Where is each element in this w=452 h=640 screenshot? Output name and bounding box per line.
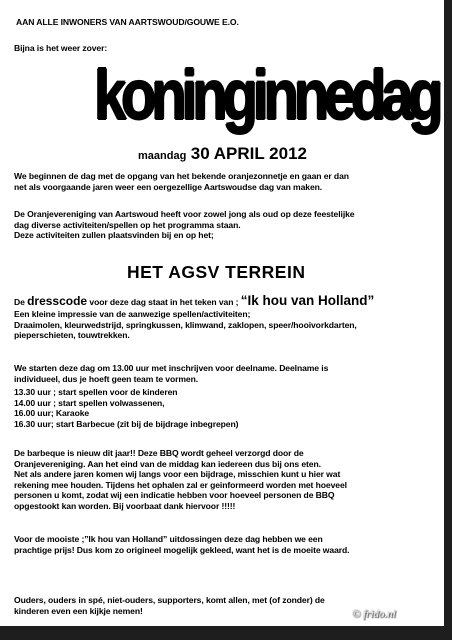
copyright-watermark: © frido.nl: [352, 608, 396, 620]
bbq-paragraph: [14, 448, 347, 512]
venue-heading: HET AGSV TERREIN: [127, 262, 306, 282]
paragraph-line: opgestookt kan worden. Bij voorbaat dank hiervoor !!!!!: [14, 500, 236, 511]
paragraph-line: We beginnen de dag met de opgang van het bekende oranjezonnetje en gaan er dan: [14, 171, 349, 181]
paragraph-line: Net als andere jaren komen wij langs voor een bijdrage, misschien kunt u hier wat: [14, 469, 341, 480]
paragraph-line: Voor de mooiste ;”Ik hou van Holland” uitdossingen deze dag hebben we een: [14, 534, 323, 544]
closing-paragraph: [14, 595, 325, 616]
dresscode-middle: voor deze dag staat in het teken van ;: [87, 297, 241, 307]
activities-list: [14, 309, 357, 341]
paragraph-line: De barbeque is nieuw dit jaar!! Deze BBQ wordt geheel verzorgd door de: [14, 448, 304, 458]
dresscode-prefix: De: [14, 297, 28, 307]
schedule-item: 16.00 uur; Karaoke: [14, 408, 90, 419]
paragraph-line: Deze activiteiten zullen plaatsvinden bij en op het;: [14, 230, 214, 241]
opening-paragraph: [14, 171, 349, 192]
dresscode-theme: “Ik hou van Holland”: [240, 293, 375, 308]
intro-line: Bijna is het weer zover:: [14, 43, 108, 53]
paragraph-line: We starten deze dag om 13.00 uur met inschrijven voor deelname. Deelname is: [14, 363, 329, 373]
paragraph-line: Ouders, ouders in spé, niet-ouders, supporters, komt allen, met (of zonder) de: [14, 595, 325, 605]
paragraph-line: kinderen even een kijkje nemen!: [14, 605, 143, 616]
event-day: maandag: [138, 150, 187, 162]
paragraph-line: personen u komt, zodat wij een indicatie hebben voor hoeveel personen de BBQ: [14, 490, 335, 501]
activities-line: Draaimolen, kleurwedstrijd, springkussen, klimwand, zaklopen, speer/hooivorkdarten,: [14, 319, 357, 330]
prize-paragraph: [14, 534, 349, 555]
koninginnedag-title: koninginnedag: [94, 55, 439, 134]
schedule-item: 14.00 uur ; start spellen volwassenen,: [14, 397, 165, 408]
activities-intro-paragraph: [14, 209, 354, 241]
event-date-value: 30 APRIL 2012: [190, 144, 307, 163]
paragraph-line: individueel, dus je hoeft geen team te vormen.: [14, 373, 199, 384]
schedule-item: 16.30 uur; start Barbecue (zit bij de bijdrage inbegrepen): [14, 418, 239, 429]
event-date: [138, 144, 307, 164]
paragraph-line: net als voorgaande jaren weer een oergezellige Aartswoudse dag van maken.: [14, 181, 323, 192]
dresscode-line: [14, 292, 374, 310]
paragraph-line: De Oranjevereniging van Aartswoud heeft voor zowel jong als oud op deze feestelijke: [14, 209, 355, 219]
activities-line: pieperschieten, touwtrekken.: [14, 330, 130, 341]
schedule-intro: [14, 363, 328, 384]
dresscode-word: dresscode: [27, 294, 88, 308]
paragraph-line: prachtige prijs! Dus kom zo origineel mogelijk gekleed, want het is de moeite waard.: [14, 544, 350, 555]
schedule-item: 13.30 uur ; start spellen voor de kinderen: [14, 387, 178, 397]
paragraph-line: dag diverse activiteiten/spellen op het programma staan.: [14, 219, 241, 230]
schedule-list: [14, 387, 238, 429]
addressee-line: AAN ALLE INWONERS VAN AARTSWOUD/GOUWE E.O.: [16, 17, 239, 27]
activities-line: Een kleine impressie van de aanwezige spellen/activiteiten;: [14, 309, 251, 319]
paragraph-line: rekening mee houden. Tijdens het ophalen zal er geinformeerd worden met hoeveel: [14, 479, 347, 490]
paragraph-line: Oranjevereniging. Aan het eind van de middag kan iedereen dus bij ons eten.: [14, 458, 321, 469]
